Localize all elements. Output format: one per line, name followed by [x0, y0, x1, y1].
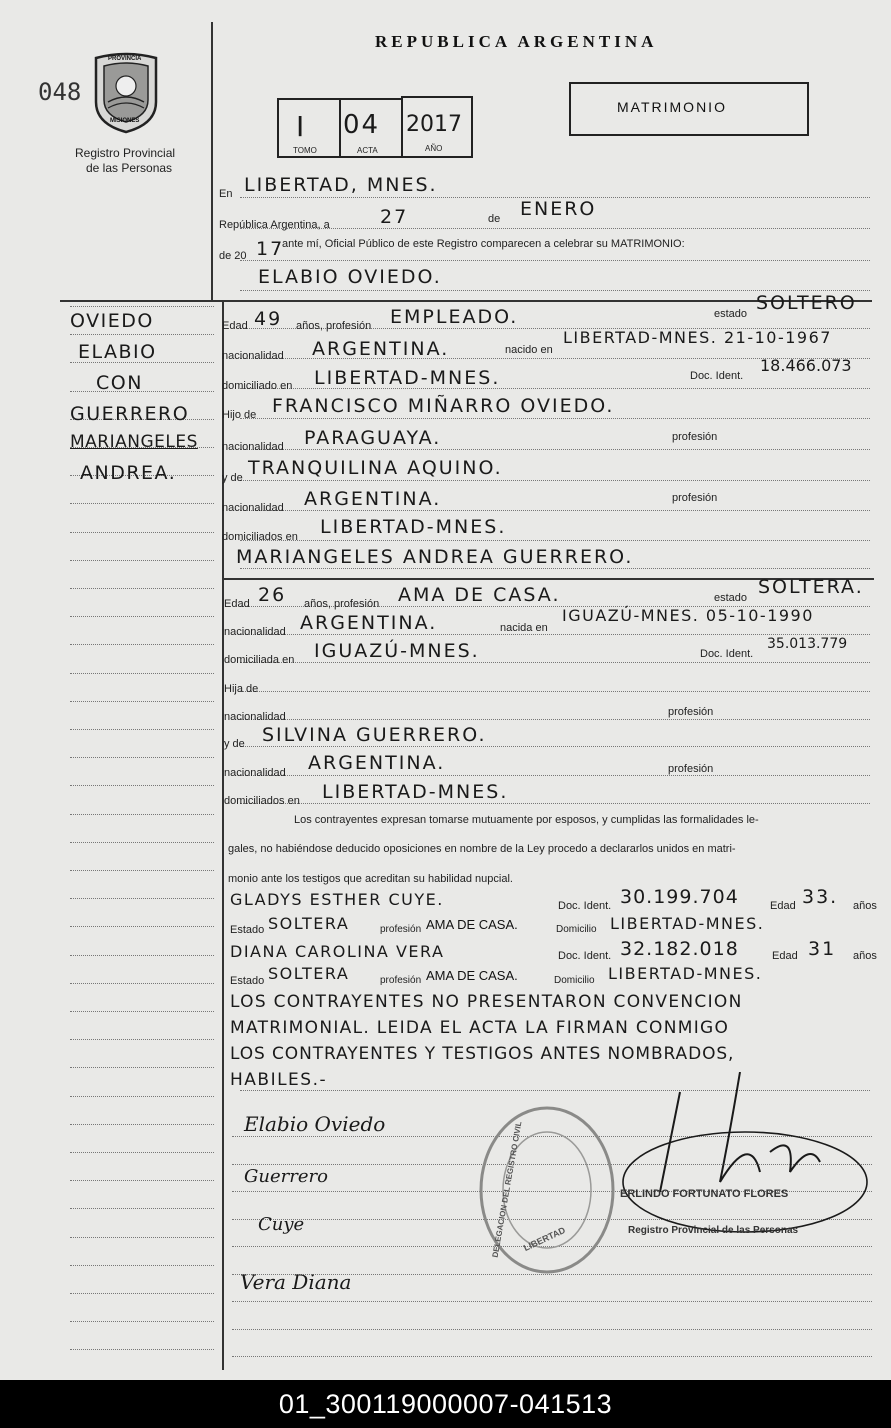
- groom-name: ELABIO OVIEDO.: [258, 266, 442, 288]
- margin-rule: [70, 588, 214, 589]
- groom-mother-prof-label: profesión: [672, 492, 718, 504]
- margin-rule: [70, 898, 214, 899]
- bride-doc-label: Doc. Ident.: [700, 648, 754, 660]
- ano-label: AÑO: [425, 144, 443, 153]
- groom-profesion-label: años, profesión: [296, 320, 372, 332]
- signature-witness1: Cuye: [258, 1214, 305, 1235]
- body-rule: [240, 719, 870, 720]
- registry-line1: Registro Provincial: [75, 146, 176, 160]
- statement-line1: Los contrayentes expresan tomarse mutuamente por esposos, y cumplidas las formalidades le-: [294, 814, 759, 826]
- bride-edad: 26: [258, 584, 287, 606]
- margin-rule: [70, 842, 214, 843]
- bride-mother-nac-label: nacionalidad: [224, 767, 286, 779]
- groom-domicilio: LIBERTAD-MNES.: [314, 367, 501, 389]
- margin-rule: [70, 729, 214, 730]
- marriage-place: LIBERTAD, MNES.: [244, 174, 438, 196]
- margin-rule: [70, 1349, 214, 1350]
- body-rule: [240, 449, 870, 450]
- bride-estado: SOLTERA.: [758, 576, 864, 598]
- bride-mother: SILVINA GUERRERO.: [262, 724, 487, 746]
- bride-estado-label: estado: [714, 592, 748, 604]
- signature-witness2: Vera Diana: [240, 1270, 352, 1294]
- margin-divider: [211, 22, 213, 300]
- bride-dom-label: domiciliada en: [224, 654, 295, 666]
- body-rule: [232, 1356, 872, 1357]
- witness2-estado: SOLTERA: [268, 964, 350, 983]
- note-line: HABILES.-: [230, 1070, 328, 1090]
- margin-rule: [70, 1152, 214, 1153]
- witness2-profesion-label: profesión: [380, 975, 422, 986]
- comparecen-text: ante mí, Oficial Público de este Registro comparecen a celebrar su MATRIMONIO:: [282, 238, 685, 250]
- en-label: En: [219, 188, 233, 200]
- bride-parents-dom-label: domiciliados en: [224, 795, 300, 807]
- groom-estado-label: estado: [714, 308, 748, 320]
- witness1-edad-label: Edad: [770, 900, 796, 912]
- statement-line2: gales, no habiéndose deducido oposiciones en nombre de la Ley procedo a declararlos unidos en matri-: [228, 843, 736, 855]
- body-rule: [240, 260, 870, 261]
- margin-rule: [70, 870, 214, 871]
- margin-note-line: MARIANGELES: [70, 432, 198, 452]
- groom-doc-label: Doc. Ident.: [690, 370, 744, 382]
- body-rule: [240, 691, 870, 692]
- bride-domicilio: IGUAZÚ-MNES.: [314, 640, 480, 662]
- country-title: REPUBLICA ARGENTINA: [375, 32, 658, 51]
- witness1-doc-label: Doc. Ident.: [558, 900, 612, 912]
- margin-rule: [70, 955, 214, 956]
- bride-edad-label: Edad: [224, 598, 250, 610]
- groom-father-prof-label: profesión: [672, 431, 718, 443]
- witness1-edad: 33.: [802, 886, 839, 908]
- year-suffix: 17: [256, 238, 285, 260]
- groom-yde-label: y de: [222, 472, 243, 484]
- bride-profesion-label: años, profesión: [304, 598, 380, 610]
- groom-estado: SOLTERO: [756, 292, 857, 314]
- tomo-value: I: [296, 110, 307, 143]
- witness1-profesion: AMA DE CASA.: [426, 917, 518, 932]
- de-label: de: [488, 213, 501, 225]
- margin-rule: [70, 1180, 214, 1181]
- bride-nac-label: nacionalidad: [224, 626, 286, 638]
- bride-mother-prof-label: profesión: [668, 763, 714, 775]
- margin-rule: [70, 757, 214, 758]
- margin-rule: [70, 1011, 214, 1012]
- groom-nac-label: nacionalidad: [222, 350, 284, 362]
- witness1-name: GLADYS ESTHER CUYE.: [230, 890, 444, 909]
- seal-text-top: PROVINCIA: [108, 56, 142, 62]
- witness2-name: DIANA CAROLINA VERA: [230, 942, 445, 961]
- bride-nacida: IGUAZÚ-MNES. 05-10-1990: [562, 606, 814, 625]
- body-rule: [240, 290, 870, 291]
- body-rule: [240, 775, 870, 776]
- official-name: ERLINDO FORTUNATO FLORES: [620, 1188, 789, 1200]
- witness2-estado-label: Estado: [230, 975, 265, 987]
- groom-doc: 18.466.073: [760, 356, 852, 375]
- margin-divider-lower: [222, 300, 224, 1370]
- margin-rule: [70, 673, 214, 674]
- margin-rule: [70, 1096, 214, 1097]
- margin-rule: [70, 560, 214, 561]
- groom-profesion: EMPLEADO.: [390, 306, 519, 328]
- margin-rule: [70, 1265, 214, 1266]
- ano-value: 2017: [406, 112, 462, 137]
- margin-rule: [70, 616, 214, 617]
- witness1-domicilio: LIBERTAD-MNES.: [610, 914, 765, 933]
- groom-father-nac: PARAGUAYA.: [304, 427, 442, 449]
- margin-rule: [70, 503, 214, 504]
- marriage-month: ENERO: [520, 198, 597, 220]
- margin-note-line: CON: [96, 372, 143, 394]
- groom-parents-dom: LIBERTAD-MNES.: [320, 516, 507, 538]
- bride-father-prof-label: profesión: [668, 706, 714, 718]
- margin-rule: [70, 926, 214, 927]
- statement-line3: monio ante los testigos que acreditan su habilidad nupcial.: [228, 873, 513, 885]
- witness1-estado: SOLTERA: [268, 914, 350, 933]
- groom-dom-label: domiciliado en: [222, 380, 293, 392]
- witness2-profesion: AMA DE CASA.: [426, 968, 518, 983]
- margin-rule: [70, 701, 214, 702]
- witness1-domicilio-label: Domicilio: [556, 924, 597, 935]
- footer-code: 01_300119000007-041513: [0, 1380, 891, 1428]
- bride-yde-label: y de: [224, 738, 245, 750]
- registry-line2: de las Personas: [86, 161, 173, 175]
- margin-note-line: ANDREA.: [80, 462, 177, 484]
- signature-bride: Guerrero: [244, 1166, 328, 1187]
- margin-rule: [70, 1237, 214, 1238]
- official-title: Registro Provincial de las Personas: [628, 1225, 799, 1236]
- groom-edad: 49: [254, 308, 283, 330]
- tomo-label: TOMO: [293, 146, 317, 155]
- groom-mother-nac-label: nacionalidad: [222, 502, 284, 514]
- bride-doc: 35.013.779: [767, 636, 848, 652]
- margin-rule: [70, 1067, 214, 1068]
- margin-rule: [70, 644, 214, 645]
- signature-groom: Elabio Oviedo: [244, 1112, 386, 1136]
- stamp-place: LIBERTAD: [521, 1224, 567, 1254]
- margin-note-line: ELABIO: [78, 341, 157, 363]
- section-separator: [60, 300, 872, 302]
- margin-note-line: OVIEDO: [70, 310, 154, 332]
- acta-label: ACTA: [357, 146, 378, 155]
- seal-text-bottom: MISIONES: [110, 118, 140, 124]
- witness1-profesion-label: profesión: [380, 924, 422, 935]
- body-rule: [240, 480, 870, 481]
- bride-profesion: AMA DE CASA.: [398, 584, 561, 606]
- witness2-edad: 31: [808, 938, 837, 960]
- groom-mother: TRANQUILINA AQUINO.: [248, 457, 503, 479]
- margin-rule: [70, 306, 214, 307]
- bride-parents-dom: LIBERTAD-MNES.: [322, 781, 509, 803]
- body-rule: [240, 634, 870, 635]
- witness2-doc: 32.182.018: [620, 938, 739, 960]
- witness2-doc-label: Doc. Ident.: [558, 950, 612, 962]
- groom-nacionalidad: ARGENTINA.: [312, 338, 450, 360]
- acta-value: 04: [343, 110, 381, 140]
- body-rule: [240, 418, 870, 419]
- witness2-domicilio-label: Domicilio: [554, 975, 595, 986]
- note-line: MATRIMONIAL. LEIDA EL ACTA LA FIRMAN CONMIGO: [230, 1018, 730, 1038]
- margin-rule: [70, 785, 214, 786]
- groom-nacido-label: nacido en: [505, 344, 553, 356]
- body-rule: [240, 662, 870, 663]
- witness2-anos-label: años: [853, 950, 877, 962]
- groom-hijo-label: Hijo de: [222, 409, 257, 421]
- witness2-domicilio: LIBERTAD-MNES.: [608, 964, 763, 983]
- page-number: 048: [38, 78, 82, 106]
- margin-rule: [70, 1039, 214, 1040]
- margin-note-line: GUERRERO: [70, 403, 190, 425]
- witness1-anos-label: años: [853, 900, 877, 912]
- margin-rule: [70, 1208, 214, 1209]
- body-rule: [232, 1301, 872, 1302]
- groom-nacido: LIBERTAD-MNES. 21-10-1967: [563, 328, 832, 347]
- margin-rule: [70, 1321, 214, 1322]
- groom-father-nac-label: nacionalidad: [222, 441, 284, 453]
- bride-name: MARIANGELES ANDREA GUERRERO.: [236, 546, 634, 568]
- record-type: MATRIMONIO: [617, 99, 727, 115]
- bride-hija-label: Hija de: [224, 683, 259, 695]
- witness1-estado-label: Estado: [230, 924, 265, 936]
- body-rule: [240, 510, 870, 511]
- body-rule: [240, 228, 870, 229]
- body-rule: [240, 540, 870, 541]
- republica-label: República Argentina, a: [219, 219, 330, 231]
- note-line: LOS CONTRAYENTES NO PRESENTARON CONVENCION: [230, 992, 743, 1012]
- body-rule: [240, 568, 870, 569]
- margin-rule: [70, 983, 214, 984]
- witness1-doc: 30.199.704: [620, 886, 739, 908]
- margin-rule: [70, 1124, 214, 1125]
- bride-nacionalidad: ARGENTINA.: [300, 612, 438, 634]
- margin-rule: [70, 532, 214, 533]
- margin-rule: [70, 814, 214, 815]
- groom-parents-dom-label: domiciliados en: [222, 531, 298, 543]
- marriage-day: 27: [380, 206, 409, 228]
- bride-mother-nac: ARGENTINA.: [308, 752, 446, 774]
- body-rule: [232, 1329, 872, 1330]
- year-prefix: de 20: [219, 250, 247, 262]
- official-signature-icon: [620, 1072, 870, 1242]
- bride-nacida-label: nacida en: [500, 622, 548, 634]
- groom-father: FRANCISCO MIÑARRO OVIEDO.: [272, 395, 615, 417]
- note-line: LOS CONTRAYENTES Y TESTIGOS ANTES NOMBRADOS,: [230, 1044, 735, 1064]
- margin-rule: [70, 334, 214, 335]
- bride-father-nac-label: nacionalidad: [224, 711, 286, 723]
- witness2-edad-label: Edad: [772, 950, 798, 962]
- groom-edad-label: Edad: [222, 320, 248, 332]
- body-rule: [240, 746, 870, 747]
- margin-rule: [70, 1293, 214, 1294]
- groom-mother-nac: ARGENTINA.: [304, 488, 442, 510]
- body-rule: [240, 803, 870, 804]
- stamp-text: DELEGACION DEL REGISTRO CIVIL: [490, 1120, 524, 1259]
